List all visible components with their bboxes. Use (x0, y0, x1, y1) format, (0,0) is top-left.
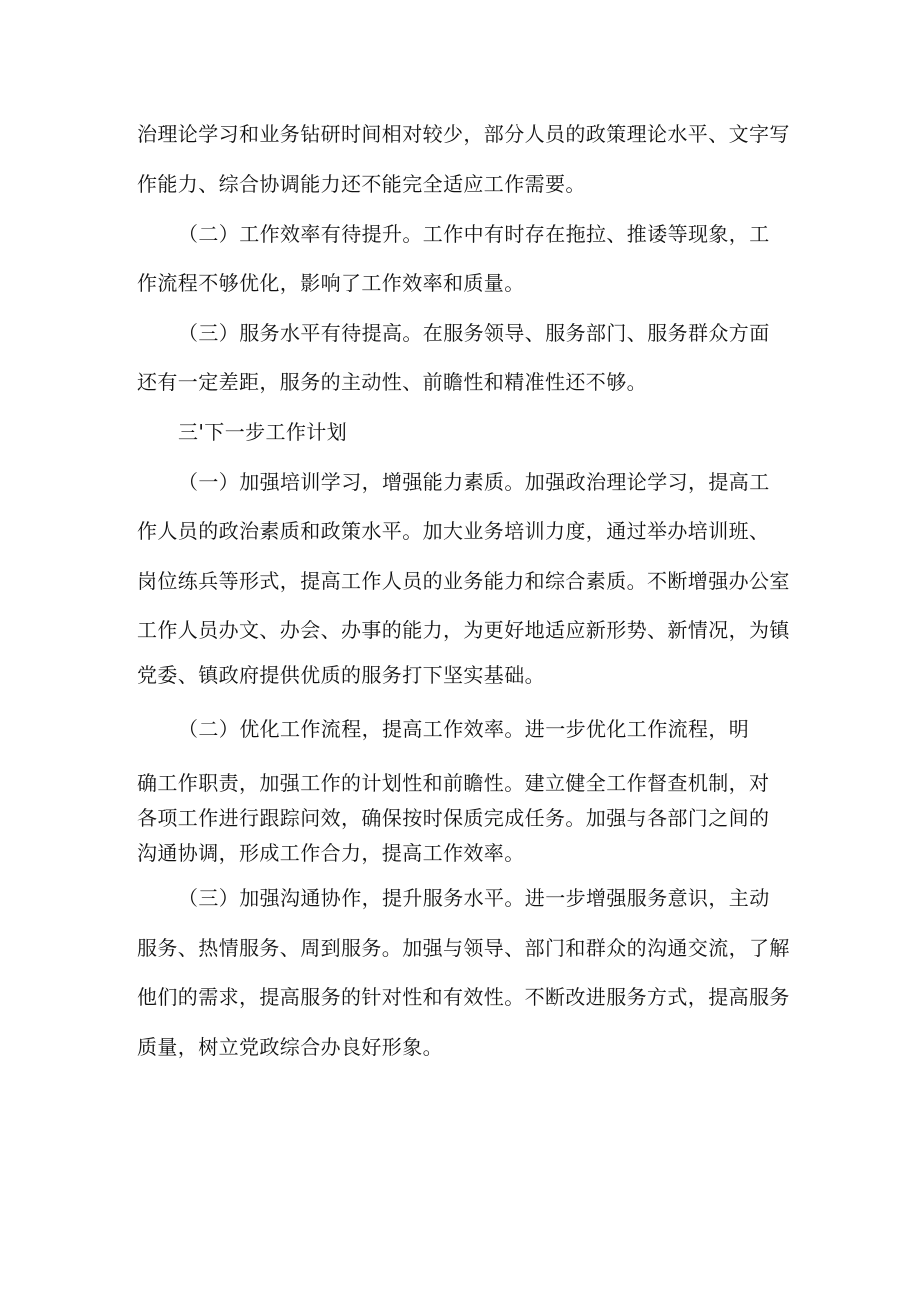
text-line: 质量，树立党政综合办良好形象。 (137, 1035, 443, 1059)
text-line: 作人员的政治素质和政策水平。加大业务培训力度，通过举办培训班、 (137, 519, 770, 543)
text-line: （二）优化工作流程，提高工作效率。进一步优化工作流程，明 (178, 717, 750, 741)
text-line: 确工作职责，加强工作的计划性和前瞻性。建立健全工作督查机制，对 (137, 771, 770, 795)
text-line: 还有一定差距，服务的主动性、前瞻性和精准性还不够。 (137, 370, 647, 394)
text-line: 服务、热情服务、周到服务。加强与领导、部门和群众的沟通交流，了解 (137, 936, 790, 960)
text-line: （一）加强培训学习，增强能力素质。加强政治理论学习，提高工 (178, 470, 770, 494)
text-line: 工作人员办文、办会、办事的能力，为更好地适应新形势、新情况，为镇 (137, 618, 790, 642)
text-line: （三）服务水平有待提高。在服务领导、服务部门、服务群众方面 (178, 321, 770, 345)
text-line: 作能力、综合协调能力还不能完全适应工作需要。 (137, 172, 586, 196)
text-line: 他们的需求，提高服务的针对性和有效性。不断改进服务方式，提高服务 (137, 985, 790, 1009)
text-line: 沟通协调，形成工作合力，提高工作效率。 (137, 841, 525, 865)
text-line: 作流程不够优化，影响了工作效率和质量。 (137, 271, 525, 295)
section-heading: 三'下一步工作计划 (178, 420, 348, 444)
text-line: （二）工作效率有待提升。工作中有时存在拖拉、推诿等现象，工 (178, 222, 770, 246)
text-line: 治理论学习和业务钻研时间相对较少，部分人员的政策理论水平、文字写 (137, 122, 790, 146)
text-line: 各项工作进行跟踪问效，确保按时保质完成任务。加强与各部门之间的 (137, 806, 770, 830)
text-line: （三）加强沟通协作，提升服务水平。进一步增强服务意识，主动 (178, 886, 770, 910)
text-line: 党委、镇政府提供优质的服务打下坚实基础。 (137, 663, 545, 687)
text-line: 岗位练兵等形式，提高工作人员的业务能力和综合素质。不断增强办公室 (137, 569, 790, 593)
